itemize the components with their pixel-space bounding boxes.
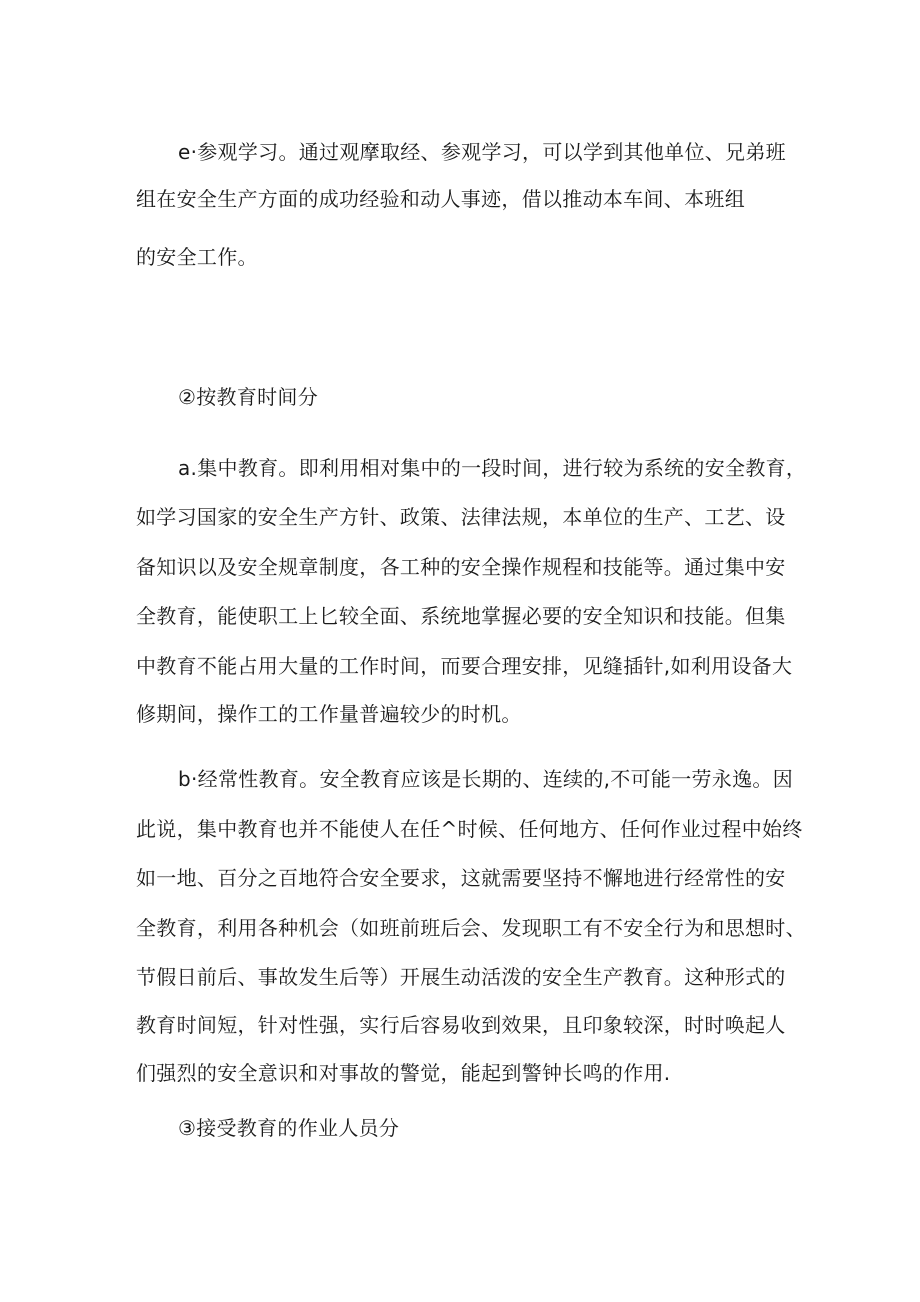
paragraph-a-line-5: 中教育不能占用大量的工作时间，而要合理安排，见缝插针,如利用设备大	[136, 654, 793, 678]
paragraph-b-line-6: 教育时间短，针对性强，实行后容易收到效果，且印象较深，时时唤起人	[136, 1013, 786, 1037]
paragraph-a-line-2: 如学习国家的安全生产方针、政策、法律法规，本单位的生产、工艺、设	[136, 505, 786, 529]
heading-by-education-time: ②按教育时间分	[178, 385, 319, 409]
paragraph-b-line-2: 此说，集中教育也并不能使人在任^时候、任何地方、任何作业过程中始终	[136, 817, 803, 841]
paragraph-a-line-6: 修期间，操作工的工作量普遍较少的时机。	[136, 702, 522, 726]
paragraph-b-line-5: 节假日前后、事故发生后等）开展生动活泼的安全生产教育。这种形式的	[136, 965, 786, 989]
paragraph-e-line-1: e·参观学习。通过观摩取经、参观学习，可以学到其他单位、兄弟班	[178, 140, 786, 164]
paragraph-a-line-4: 全教育，能使职工上匕较全面、系统地掌握必要的安全知识和技能。但集	[136, 604, 786, 628]
paragraph-a-line-3: 备知识以及安全规章制度，各工种的安全操作规程和技能等。通过集中安	[136, 555, 786, 579]
paragraph-a-line-1: a.集中教育。即利用相对集中的一段时间，进行较为系统的安全教育，	[178, 456, 807, 480]
paragraph-b-line-4: 全教育，利用各种机会（如班前班后会、发现职工有不安全行为和思想时、	[136, 916, 806, 940]
paragraph-b-line-1: b·经常性教育。安全教育应该是长期的、连续的,不可能一劳永逸。因	[178, 767, 794, 791]
heading-by-trainee-personnel: ③接受教育的作业人员分	[178, 1116, 400, 1140]
paragraph-e-line-2: 组在安全生产方面的成功经验和动人事迹，借以推动本车间、本班组	[136, 187, 745, 211]
paragraph-b-line-3: 如一地、百分之百地符合安全要求，这就需要坚持不懈地进行经常性的安	[136, 866, 786, 890]
paragraph-b-line-7: 们强烈的安全意识和对事故的警觉，能起到警钟长鸣的作用.	[136, 1061, 671, 1085]
paragraph-e-line-3: 的安全工作。	[136, 245, 258, 269]
